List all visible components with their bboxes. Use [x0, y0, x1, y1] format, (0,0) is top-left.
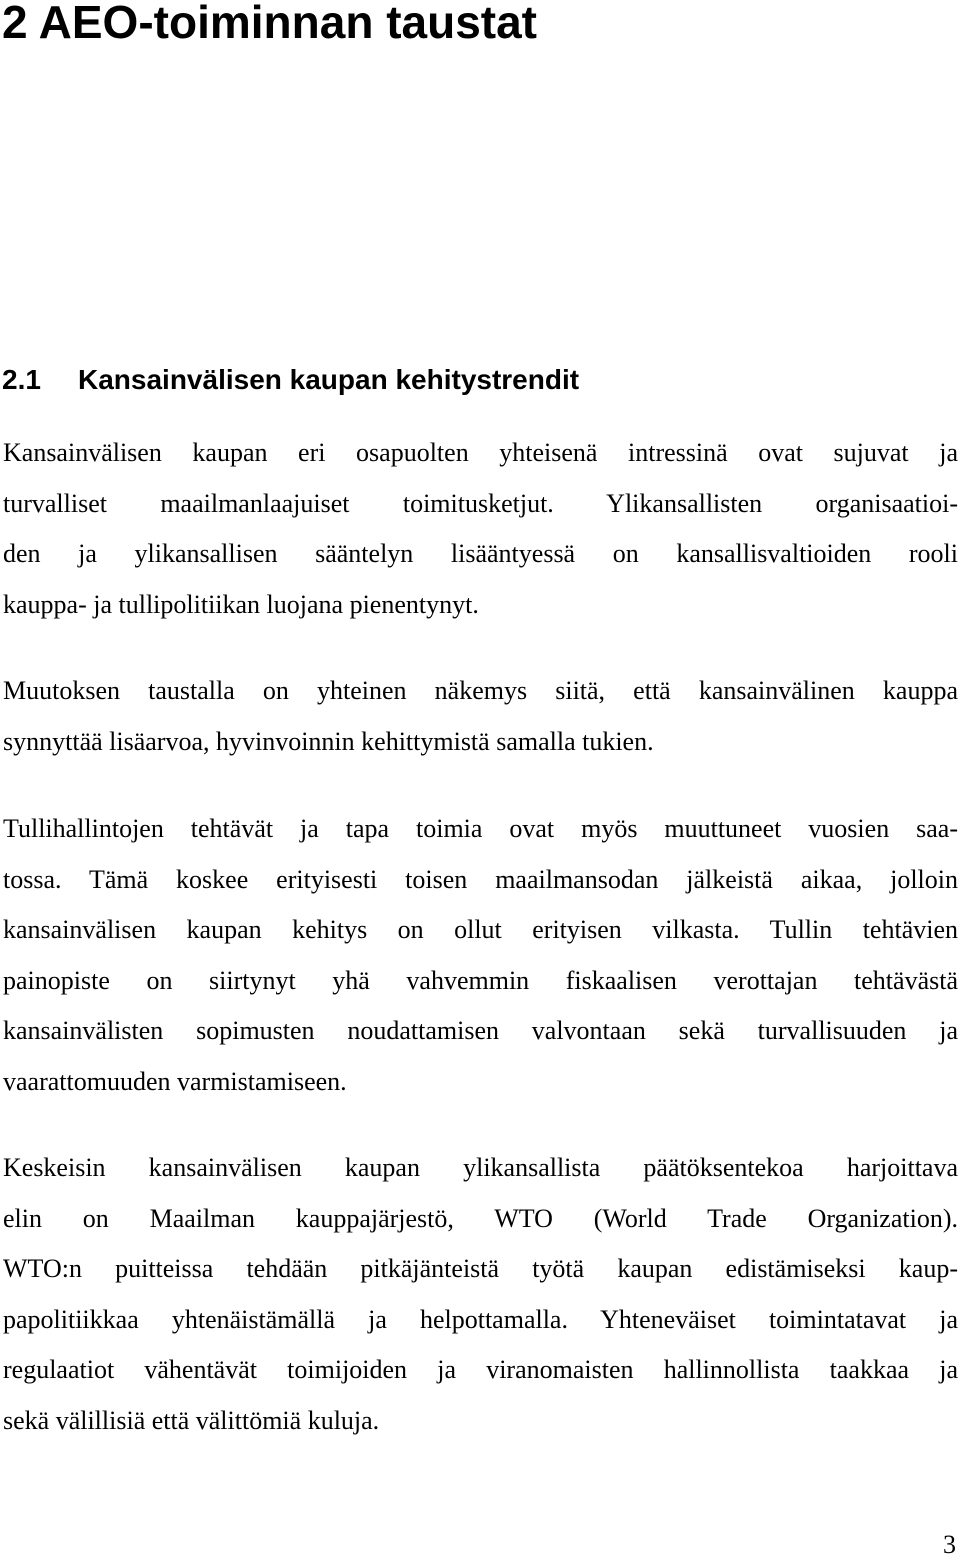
paragraph-line: synnyttää lisäarvoa, hyvinvoinnin kehittymistä samalla tukien. — [3, 726, 654, 756]
chapter-title: 2 AEO-toiminnan taustat — [2, 0, 537, 48]
paragraph-line: regulaatiot vähentävät toimijoiden ja viranomaisten hallinnollista taakkaa ja — [3, 1355, 958, 1384]
section-heading — [2, 362, 579, 398]
paragraph-3 — [3, 804, 958, 1107]
paragraph-line: kansainvälisten sopimusten noudattamisen valvontaan sekä turvallisuuden ja — [3, 1016, 958, 1045]
paragraph-line: painopiste on siirtynyt yhä vahvemmin fiskaalisen verottajan tehtävästä — [3, 965, 958, 995]
paragraph-line: turvalliset maailmanlaajuiset toimitusketjut. Ylikansallisten organisaatioi- — [3, 488, 958, 518]
paragraph-2 — [3, 666, 958, 767]
paragraph-line: vaarattomuuden varmistamiseen. — [3, 1066, 347, 1096]
paragraph-line: Keskeisin kansainvälisen kaupan ylikansallista päätöksentekoa harjoittava — [3, 1153, 958, 1182]
paragraph-line: Tullihallintojen tehtävät ja tapa toimia ovat myös muuttuneet vuosien saa- — [3, 814, 958, 843]
paragraph-1 — [3, 428, 958, 630]
section-title: Kansainvälisen kaupan kehitystrendit — [78, 364, 580, 395]
paragraph-line: sekä välillisiä että välittömiä kuluja. — [3, 1405, 380, 1435]
section-number: 2.1 — [2, 364, 41, 395]
paragraph-line: WTO:n puitteissa tehdään pitkäjänteistä työtä kaupan edistämiseksi kaup- — [3, 1254, 958, 1283]
paragraph-line: tossa. Tämä koskee erityisesti toisen maailmansodan jälkeistä aikaa, jolloin — [3, 864, 958, 894]
paragraph-line: elin on Maailman kauppajärjestö, WTO (World Trade Organization). — [3, 1203, 958, 1233]
paragraph-line: papolitiikkaa yhtenäistämällä ja helpottamalla. Yhteneväiset toimintatavat ja — [3, 1304, 958, 1334]
paragraph-line: kansainvälisen kaupan kehitys on ollut erityisen vilkasta. Tullin tehtävien — [3, 915, 958, 944]
paragraph-line: kauppa- ja tullipolitiikan luojana pienentynyt. — [3, 589, 479, 619]
paragraph-line: Muutoksen taustalla on yhteinen näkemys siitä, että kansainvälinen kauppa — [3, 676, 958, 705]
paragraph-line: Kansainvälisen kaupan eri osapuolten yhteisenä intressinä ovat sujuvat ja — [3, 438, 958, 467]
paragraph-line: den ja ylikansallisen sääntelyn lisääntyessä on kansallisvaltioiden rooli — [3, 539, 958, 568]
page-number: 3 — [943, 1530, 956, 1559]
paragraph-4 — [3, 1143, 958, 1446]
